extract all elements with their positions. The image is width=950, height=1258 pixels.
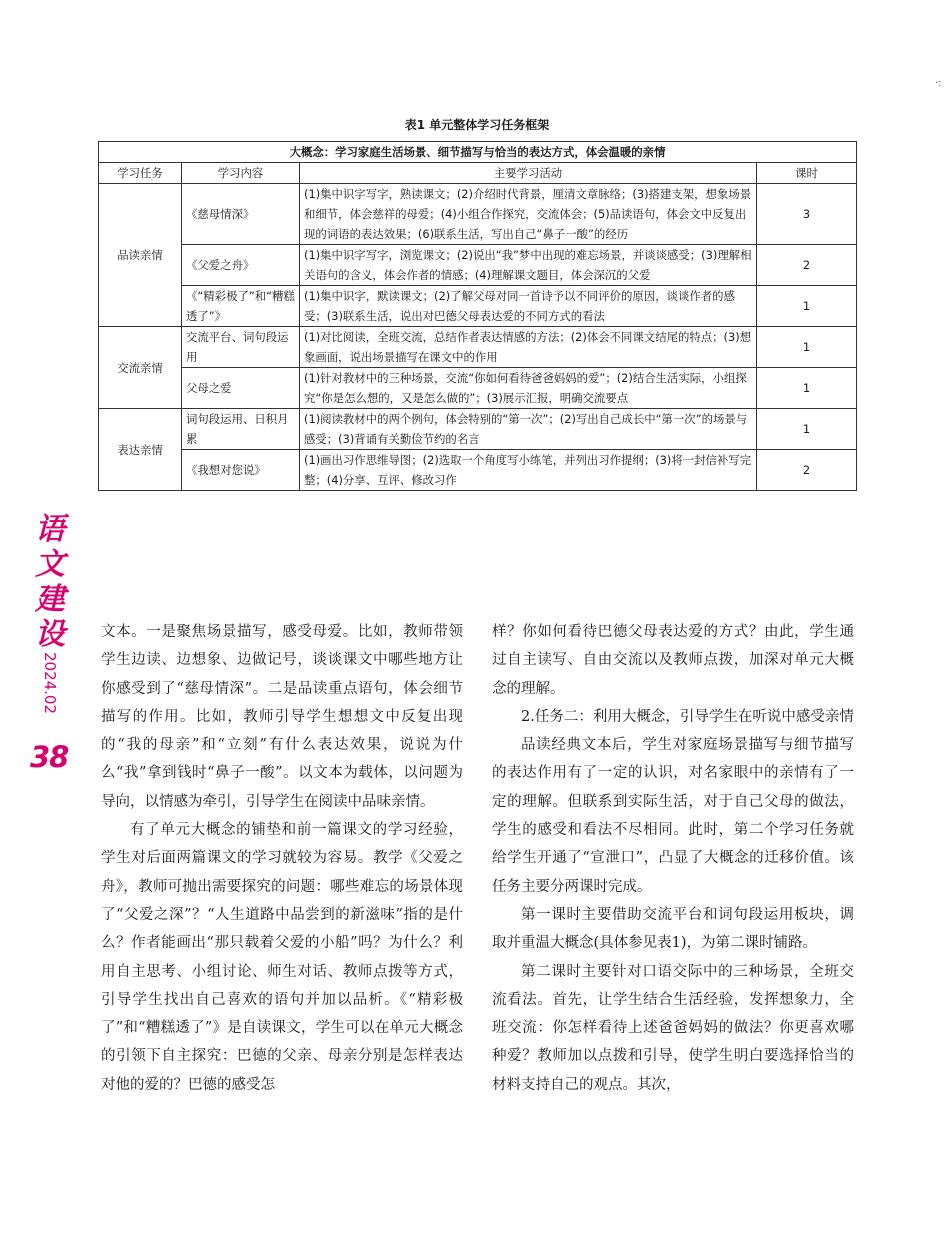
hours-cell: 1: [757, 409, 857, 450]
table-row: [99, 327, 857, 368]
table-row: [99, 286, 857, 327]
task-framework-table: [98, 141, 857, 491]
content-cell: 《父爱之舟》: [182, 245, 300, 286]
content-cell: 《慈母情深》: [182, 184, 300, 245]
header-task: 学习任务: [99, 163, 182, 184]
hours-cell: 2: [757, 245, 857, 286]
activity-cell: (1)集中识字写字，熟读课文；(2)介绍时代背景，厘清文章脉络；(3)搭建支架，想象场景和细节，体会慈祥的母爱；(4)小组合作探究，交流体会；(5)品读语句，体会文中反复出现的词语的表达效果；(6)联系生活，写出自己“鼻子一酸”的经历: [300, 184, 757, 245]
table-row: [99, 368, 857, 409]
big-concept-row: 大概念：学习家庭生活场景、细节描写与恰当的表达方式，体会温暖的亲情: [99, 142, 857, 163]
hours-cell: 2: [757, 450, 857, 491]
page-number: 38: [30, 740, 69, 774]
header-content: 学习内容: [182, 163, 300, 184]
activity-cell: (1)对比阅读，全班交流，总结作者表达情感的方法；(2)体会不同课文结尾的特点；(3)想象画面，说出场景描写在课文中的作用: [300, 327, 757, 368]
paragraph: 文本。一是聚焦场景描写，感受母爱。比如，教师带领学生边读、边想象、边做记号，谈谈课文中哪些地方让你感受到了“慈母情深”。二是品读重点语句，体会细节描写的作用。比如，教师引导学生想想文中反复出现的“我的母亲”和“立刻”有什么表达效果，说说为什么“我”拿到钱时“鼻子一酸”。以文本为载体，以问题为导向，以情感为牵引，引导学生在阅读中品味亲情。: [101, 624, 463, 810]
table-row: [99, 409, 857, 450]
paragraph: 第一课时主要借助交流平台和词句段运用板块，调取并重温大概念(具体参见表1)，为第二课时铺路。: [492, 906, 854, 952]
task-cell: 表达亲情: [99, 409, 182, 491]
issue-date-text: 2024.02: [41, 651, 59, 715]
activity-cell: (1)针对教材中的三种场景，交流“你如何看待爸爸妈妈的爱”；(2)结合生活实际，小组探究“你是怎么想的，又是怎么做的”；(3)展示汇报，明确交流要点: [300, 368, 757, 409]
content-cell: 《我想对您说》: [182, 450, 300, 491]
activity-cell: (1)画出习作思维导图；(2)选取一个角度写小练笔，并列出习作提纲；(3)将一封信补写完整；(4)分享、互评、修改习作: [300, 450, 757, 491]
header-hours: 课时: [757, 163, 857, 184]
hours-cell: 1: [757, 327, 857, 368]
activity-cell: (1)集中识字，默读课文；(2)了解父母对同一首诗予以不同评价的原因，谈谈作者的感受；(3)联系生活，说出对巴德父母表达爱的不同方式的看法: [300, 286, 757, 327]
paragraph: 有了单元大概念的铺垫和前一篇课文的学习经验，学生对后面两篇课文的学习就较为容易。教学《父爱之舟》，教师可抛出需要探究的问题：哪些难忘的场景体现了“父爱之深”？“人生道路中品尝到的新滋味”指的是什么？作者能画出“那只载着父爱的小船”吗？为什么？利用自主思考、小组讨论、师生对话、教师点拨等方式，引导学生找出自己喜欢的语句并加以品析。《“精彩极了”和“糟糕透了”》是自读课文，学生可以在单元大概念的引领下自主探究：巴德的父亲、母亲分别是怎样表达对他的爱的？巴德的感受怎: [101, 822, 463, 1093]
issue-date: [32, 650, 68, 716]
hours-cell: 1: [757, 368, 857, 409]
paragraph: 样？你如何看待巴德父母表达爱的方式？由此，学生通过自主读写、自由交流以及教师点拨，加深对单元大概念的理解。: [492, 624, 854, 697]
body-column-right: [492, 618, 854, 1099]
content-cell: 《“精彩极了”和“糟糕透了”》: [182, 286, 300, 327]
content-cell: 交流平台、词句段运用: [182, 327, 300, 368]
body-column-left: [101, 618, 463, 1099]
paragraph: 品读经典文本后，学生对家庭场景描写与细节描写的表达作用有了一定的认识，对名家眼中的亲情有了一定的理解。但联系到实际生活，对于自己父母的做法，学生的感受和看法不尽相同。此时，第二个学习任务就给学生开通了“宣泄口”，凸显了大概念的迁移价值。该任务主要分两课时完成。: [492, 737, 854, 895]
task-cell: 交流亲情: [99, 327, 182, 409]
activity-cell: (1)集中识字写字，浏览课文；(2)说出“我”梦中出现的难忘场景，并谈谈感受；(3)理解相关语句的含义，体会作者的情感；(4)理解课文题目，体会深沉的父爱: [300, 245, 757, 286]
corner-mark: ·:: [935, 78, 942, 89]
task-cell: 品读亲情: [99, 184, 182, 327]
table-header-row: [99, 163, 857, 184]
table-row: [99, 450, 857, 491]
table-row: [99, 245, 857, 286]
hours-cell: 1: [757, 286, 857, 327]
hours-cell: 3: [757, 184, 857, 245]
content-cell: 父母之爱: [182, 368, 300, 409]
paragraph: 第二课时主要针对口语交际中的三种场景，全班交流看法。首先，让学生结合生活经验，发挥想象力，全班交流：你怎样看待上述爸爸妈妈的做法？你更喜欢哪种爱？教师加以点拨和引导，使学生明白要选择恰当的材料支持自己的观点。其次，: [492, 963, 854, 1093]
journal-logo: 语文建设: [35, 512, 65, 652]
section-heading: 2.任务二：利用大概念，引导学生在听说中感受亲情: [521, 708, 854, 725]
content-cell: 词句段运用、日积月累: [182, 409, 300, 450]
header-activity: 主要学习活动: [300, 163, 757, 184]
table-row: [99, 184, 857, 245]
table-caption: 表1 单元整体学习任务框架: [404, 118, 550, 132]
activity-cell: (1)阅读教材中的两个例句，体会特别的“第一次”；(2)写出自己成长中“第一次”的场景与感受；(3)背诵有关勤俭节约的名言: [300, 409, 757, 450]
